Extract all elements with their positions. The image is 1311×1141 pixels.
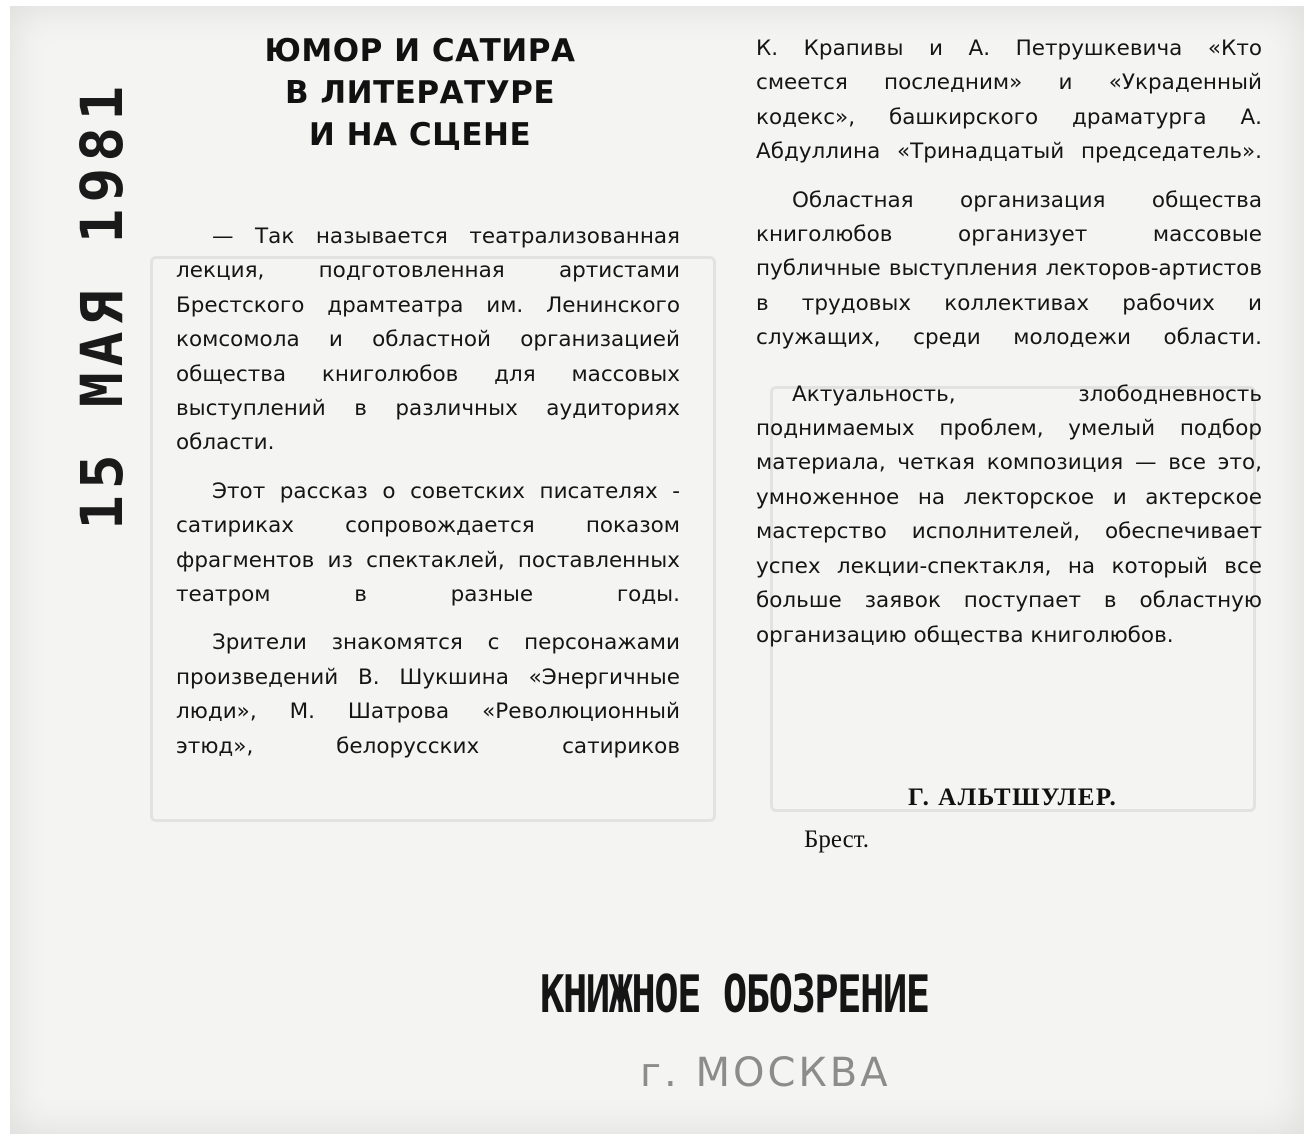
article-paragraph: Зрители знакомятся с персонажами произведений В. Шукшина «Энергичные люди», М. Шатрова «Революционный этюд», белорусских сатириков [176,630,680,759]
date-stamp: 15 МАЯ 1981 [68,79,136,530]
article-paragraph: — Так называется театрализованная лекция, подготовленная артистами Брестского драмтеатра им. Ленинского комсомола и областной организацией общества книголюбов для массовых выступлений в различных аудиториях области. [176,224,680,456]
newspaper-name-stamp: КНИЖНОЕ ОБОЗРЕНИЕ [540,965,929,1025]
article-paragraph: Этот рассказ о советских писателях - сатириках сопровождается показом фрагментов из спектаклей, поставленных театром в разные годы. [176,478,680,608]
headline-line-3: И НА СЦЕНЕ [308,117,532,153]
article-paragraph: Актуальность, злободневность поднимаемых проблем, умелый подбор материала, четкая композиция — все это, умноженное на лекторское и актерское мастерство исполнителей, обеспечивает успех лекции-спектакля, на который все больше заявок поступает в областную организацию общества книголюбов. [756,381,1262,648]
author-signature: Г. АЛЬТШУЛЕР. [908,784,1118,811]
left-column [176,220,680,764]
right-column [756,32,1262,653]
headline-line-1: ЮМОР И САТИРА [264,33,576,69]
article-paragraph: Областная организация общества книголюбов организует массовые публичные выступления лекторов-артистов в трудовых коллективах рабочих и служащих, среди молодежи области. [756,187,1262,351]
article-headline [160,30,680,156]
article-paragraph: К. Крапивы и А. Петрушкевича «Кто смеется последним» и «Украденный кодекс», башкирского драматурга А. Абдуллина «Тринадцатый председатель». [756,36,1262,165]
headline-line-2: В ЛИТЕРАТУРЕ [284,75,556,111]
newspaper-city-stamp: г. МОСКВА [640,1050,891,1096]
author-city: Брест. [804,826,869,853]
